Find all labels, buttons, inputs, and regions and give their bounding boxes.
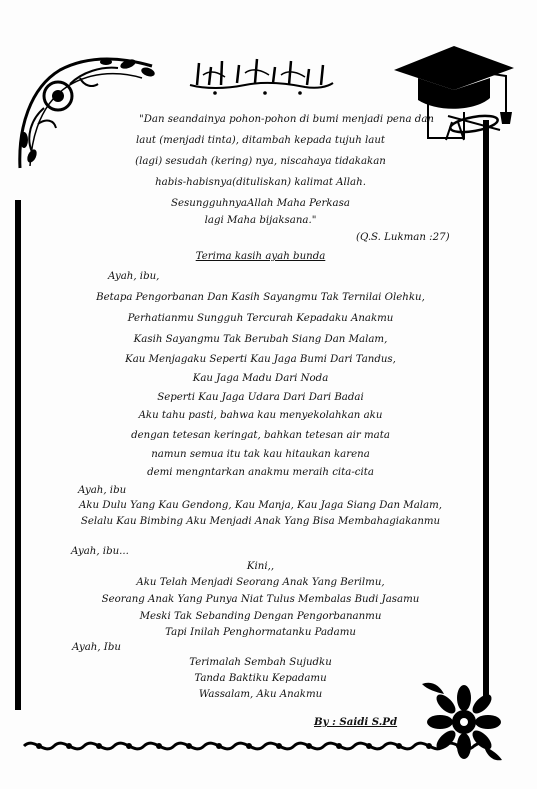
stanza1-line: demi mengntarkan anakmu meraih cita-cita — [147, 467, 374, 478]
quote-line-2: laut (menjadi tinta), ditambah kepada tujuh laut — [135, 135, 386, 146]
stanza3-line: Tapi Inilah Penghormatanku Padamu — [165, 627, 356, 638]
stanza3-line: Seorang Anak Yang Punya Niat Tulus Membalas Budi Jasamu — [101, 594, 420, 605]
stanza1-line: Perhatianmu Sungguh Tercurah Kepadaku Anakmu — [127, 313, 394, 324]
stanza2-opening: Ayah, ibu — [78, 485, 127, 496]
stanza1-line: namun semua itu tak kau hitaukan karena — [151, 449, 370, 460]
stanza3-opening: Ayah, ibu... — [71, 546, 129, 557]
stanza4-line: Wassalam, Aku Anakmu — [198, 689, 323, 700]
stanza3-line: Kini,, — [246, 561, 275, 572]
stanza1-line: Betapa Pengorbanan Dan Kasih Sayangmu Tak Ternilai Olehku, — [96, 292, 425, 303]
stanza1-line: Kau Menjagaku Seperti Kau Jaga Bumi Dari Tandus, — [125, 354, 396, 365]
signature: By : Saidi S.Pd — [314, 716, 398, 728]
stanza4-line: Terimalah Sembah Sujudku — [189, 657, 332, 668]
page-title: Terima kasih ayah bunda — [195, 251, 326, 262]
bottom-scroll-border — [22, 736, 492, 756]
quote-line-5: SesungguhnyaAllah Maha Perkasa — [171, 198, 350, 209]
stanza3-line: Meski Tak Sebanding Dengan Pengorbananmu — [139, 611, 382, 622]
quote-source: (Q.S. Lukman :27) — [356, 232, 450, 243]
floral-corner-ornament — [10, 48, 160, 173]
stanza1-line: Seperti Kau Jaga Udara Dari Dari Badai — [157, 392, 364, 403]
stanza3-line: Aku Telah Menjadi Seorang Anak Yang Berilmu, — [136, 577, 385, 588]
stanza1-line: Kau Jaga Madu Dari Noda — [192, 373, 329, 384]
stanza4-line: Tanda Baktiku Kepadamu — [194, 673, 327, 684]
stanza2-line: Aku Dulu Yang Kau Gendong, Kau Manja, Kau Jaga Siang Dan Malam, — [78, 500, 442, 511]
stanza4-opening: Ayah, Ibu — [72, 642, 121, 653]
quote-line-6: lagi Maha bijaksana." — [204, 215, 317, 226]
stanza1-line: Kasih Sayangmu Tak Berubah Siang Dan Malam, — [133, 334, 388, 345]
quote-line-3: (lagi) sesudah (kering) nya, niscahaya tidakakan — [135, 156, 386, 167]
bismillah-calligraphy — [185, 55, 335, 97]
quote-line-4: habis-habisnya(dituliskan) kalimat Allah. — [155, 177, 366, 188]
stanza2-line: Selalu Kau Bimbing Aku Menjadi Anak Yang Bisa Membahagiakanmu — [80, 516, 441, 527]
stanza1-opening: Ayah, ibu, — [108, 271, 160, 282]
stanza1-line: Aku tahu pasti, bahwa kau menyekolahkan aku — [138, 410, 383, 421]
stanza1-line: dengan tetesan keringat, bahkan tetesan air mata — [131, 430, 390, 441]
graduation-cap-icon — [388, 42, 520, 142]
quote-line-1: "Dan seandainya pohon-pohon di bumi menjadi pena dan — [139, 114, 434, 125]
